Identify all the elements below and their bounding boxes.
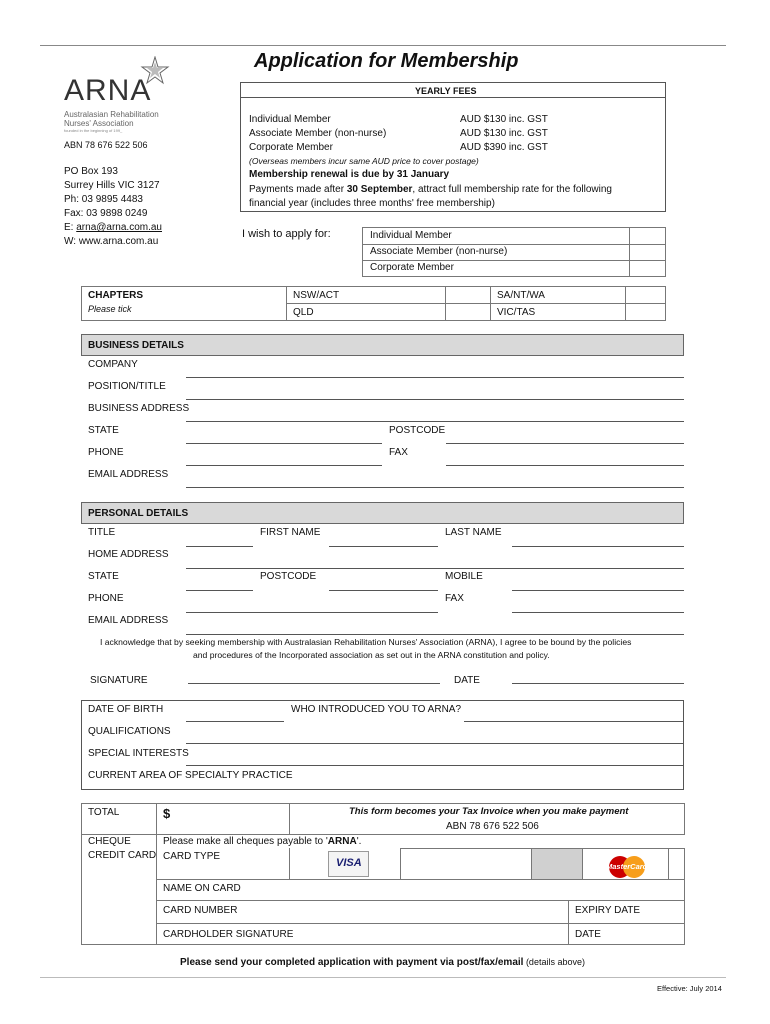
- personal-home-address-label: HOME ADDRESS: [88, 549, 169, 560]
- mastercard-tick[interactable]: [668, 848, 685, 880]
- personal-title-field[interactable]: [186, 546, 253, 547]
- personal-phone-field[interactable]: [186, 612, 438, 613]
- business-address-field[interactable]: [186, 421, 684, 422]
- business-postcode-label: POSTCODE: [389, 425, 446, 436]
- personal-postcode-label: POSTCODE: [260, 571, 317, 582]
- chapter-sa-tick[interactable]: [625, 286, 666, 304]
- org-suburb: Surrey Hills VIC 3127: [64, 180, 160, 191]
- personal-mobile-field[interactable]: [512, 590, 684, 591]
- logo-founded: founded in the beginning of 199_: [64, 128, 123, 133]
- effective-date: Effective: July 2014: [657, 984, 722, 993]
- cardholder-signature-label: CARDHOLDER SIGNATURE: [163, 929, 294, 940]
- apply-label-individual: Individual Member: [370, 230, 452, 241]
- payment-dollar-sign: $: [163, 806, 171, 821]
- qualifications-field[interactable]: [186, 743, 684, 744]
- fee-label-corporate: Corporate Member: [249, 142, 333, 153]
- org-email-row: [64, 222, 162, 233]
- apply-label-associate: Associate Member (non-nurse): [370, 246, 508, 257]
- name-on-card-label: NAME ON CARD: [163, 883, 241, 894]
- chapter-qld-tick[interactable]: [445, 303, 491, 321]
- business-fax-label: FAX: [389, 447, 408, 458]
- personal-first-name-label: FIRST NAME: [260, 527, 321, 538]
- business-email-label: EMAIL ADDRESS: [88, 469, 169, 480]
- chapter-nsw-label: NSW/ACT: [293, 290, 340, 301]
- org-po-box: PO Box 193: [64, 166, 118, 177]
- business-email-field[interactable]: [186, 487, 684, 488]
- logo-name: ARNA: [64, 74, 152, 107]
- org-web: W: www.arna.com.au: [64, 236, 159, 247]
- after-text-2: , attract full membership rate for the following: [412, 184, 612, 195]
- renewal-note: Membership renewal is due by 31 January: [249, 169, 450, 180]
- personal-title-label: TITLE: [88, 527, 116, 538]
- personal-last-name-label: LAST NAME: [445, 527, 502, 538]
- signature-date-field[interactable]: [512, 683, 684, 684]
- cheque-note: [163, 836, 361, 847]
- fee-label-associate: Associate Member (non-nurse): [249, 128, 387, 139]
- chapter-nsw-tick[interactable]: [445, 286, 491, 304]
- acknowledge-line-2: and procedures of the Incorporated association as set out in the ARNA constitution and policy.: [193, 650, 550, 660]
- personal-first-name-field[interactable]: [329, 546, 438, 547]
- send-normal: (details above): [523, 957, 585, 967]
- cheque-note-bold: ARNA: [327, 836, 357, 847]
- signature-date-label: DATE: [454, 675, 480, 686]
- apply-tick-corporate[interactable]: [629, 260, 666, 277]
- business-state-field[interactable]: [186, 443, 382, 444]
- fee-price-individual: AUD $130 inc. GST: [460, 114, 548, 125]
- payment-after-note: [249, 184, 612, 195]
- qualifications-label: QUALIFICATIONS: [88, 726, 171, 737]
- after-text-1: Payments made after: [249, 184, 347, 195]
- after-text-bold: 30 September: [346, 184, 413, 195]
- personal-phone-label: PHONE: [88, 593, 124, 604]
- bottom-rule: [40, 977, 726, 978]
- chapters-label: CHAPTERS: [88, 290, 144, 301]
- payment-total-label: TOTAL: [88, 807, 120, 818]
- signature-label: SIGNATURE: [90, 675, 148, 686]
- interests-label: SPECIAL INTERESTS: [88, 748, 189, 759]
- personal-state-label: STATE: [88, 571, 119, 582]
- personal-email-label: EMAIL ADDRESS: [88, 615, 169, 626]
- personal-last-name-field[interactable]: [512, 546, 684, 547]
- payment-date-label: DATE: [575, 929, 601, 940]
- visa-logo-text: VISA: [336, 857, 362, 869]
- personal-email-field[interactable]: [186, 634, 684, 635]
- card-type-label: CARD TYPE: [163, 851, 221, 862]
- payment-tax-note: This form becomes your Tax Invoice when you make payment: [349, 806, 629, 817]
- visa-tick[interactable]: [400, 848, 532, 880]
- chapter-qld-label: QLD: [293, 307, 314, 318]
- send-bold: Please send your completed application with payment via post/fax/email: [180, 957, 524, 968]
- business-postcode-field[interactable]: [446, 443, 684, 444]
- personal-fax-field[interactable]: [512, 612, 684, 613]
- top-rule: [40, 45, 726, 46]
- logo-line2: Nurses' Association: [64, 119, 134, 128]
- mastercard-logo[interactable]: [606, 854, 648, 880]
- payment-cheque-label: CHEQUE: [88, 836, 131, 847]
- personal-state-field[interactable]: [186, 590, 253, 591]
- personal-home-address-field[interactable]: [186, 568, 684, 569]
- org-email-link[interactable]: arna@arna.com.au: [76, 222, 162, 233]
- apply-tick-associate[interactable]: [629, 244, 666, 261]
- personal-details-heading: PERSONAL DETAILS: [81, 502, 684, 524]
- business-position-field[interactable]: [186, 399, 684, 400]
- fee-label-individual: Individual Member: [249, 114, 331, 125]
- expiry-label: EXPIRY DATE: [575, 905, 641, 916]
- chapters-hint: Please tick: [88, 304, 132, 314]
- dob-field[interactable]: [186, 721, 284, 722]
- org-phone: Ph: 03 9895 4483: [64, 194, 143, 205]
- business-details-heading: BUSINESS DETAILS: [81, 334, 684, 356]
- arna-logo: [64, 58, 174, 138]
- specialty-label: CURRENT AREA OF SPECIALTY PRACTICE: [88, 770, 293, 781]
- business-company-field[interactable]: [186, 377, 684, 378]
- org-email-prefix: E:: [64, 222, 77, 233]
- fees-heading: YEARLY FEES: [415, 86, 477, 96]
- cheque-note-2: '.: [356, 836, 362, 847]
- business-position-label: POSITION/TITLE: [88, 381, 166, 392]
- chapter-vic-tick[interactable]: [625, 303, 666, 321]
- personal-mobile-label: MOBILE: [445, 571, 483, 582]
- apply-label: I wish to apply for:: [242, 228, 331, 240]
- payment-total-amount-field[interactable]: [156, 803, 290, 835]
- payment-abn: ABN 78 676 522 506: [446, 821, 539, 832]
- fee-price-associate: AUD $130 inc. GST: [460, 128, 548, 139]
- business-fax-field[interactable]: [446, 465, 684, 466]
- interests-field[interactable]: [186, 765, 684, 766]
- fees-divider: [240, 97, 666, 98]
- visa-logo[interactable]: [328, 851, 369, 877]
- personal-fax-label: FAX: [445, 593, 464, 604]
- chapter-vic-label: VIC/TAS: [497, 307, 536, 318]
- apply-tick-individual[interactable]: [629, 227, 666, 245]
- org-abn: ABN 78 676 522 506: [64, 140, 148, 150]
- dob-label: DATE OF BIRTH: [88, 704, 164, 715]
- card-type-gap: [531, 848, 583, 880]
- fee-price-corporate: AUD $390 inc. GST: [460, 142, 548, 153]
- send-instructions: [180, 957, 585, 968]
- logo-line1: Australasian Rehabilitation: [64, 110, 159, 119]
- acknowledge-line-1: I acknowledge that by seeking membership with Australasian Rehabilitation Nurses' Association (ARNA), I agree to be bound by the policies: [100, 637, 632, 647]
- payment-after-note-2: financial year (includes three months' free membership): [249, 198, 495, 209]
- business-state-label: STATE: [88, 425, 119, 436]
- business-company-label: COMPANY: [88, 359, 138, 370]
- cheque-note-1: Please make all cheques payable to ': [163, 836, 328, 847]
- introduced-field[interactable]: [464, 721, 684, 722]
- mastercard-logo-text: MasterCard: [606, 862, 648, 871]
- personal-postcode-field[interactable]: [329, 590, 438, 591]
- page-title: Application for Membership: [254, 50, 519, 72]
- card-number-label: CARD NUMBER: [163, 905, 238, 916]
- business-address-label: BUSINESS ADDRESS: [88, 403, 190, 414]
- chapter-sa-label: SA/NT/WA: [497, 290, 545, 301]
- signature-field[interactable]: [188, 683, 440, 684]
- apply-label-corporate: Corporate Member: [370, 262, 454, 273]
- business-phone-label: PHONE: [88, 447, 124, 458]
- introduced-label: WHO INTRODUCED YOU TO ARNA?: [291, 704, 462, 715]
- org-fax: Fax: 03 9898 0249: [64, 208, 148, 219]
- payment-credit-card-label: CREDIT CARD: [88, 850, 157, 861]
- business-phone-field[interactable]: [186, 465, 382, 466]
- overseas-note: (Overseas members incur same AUD price to cover postage): [249, 156, 479, 166]
